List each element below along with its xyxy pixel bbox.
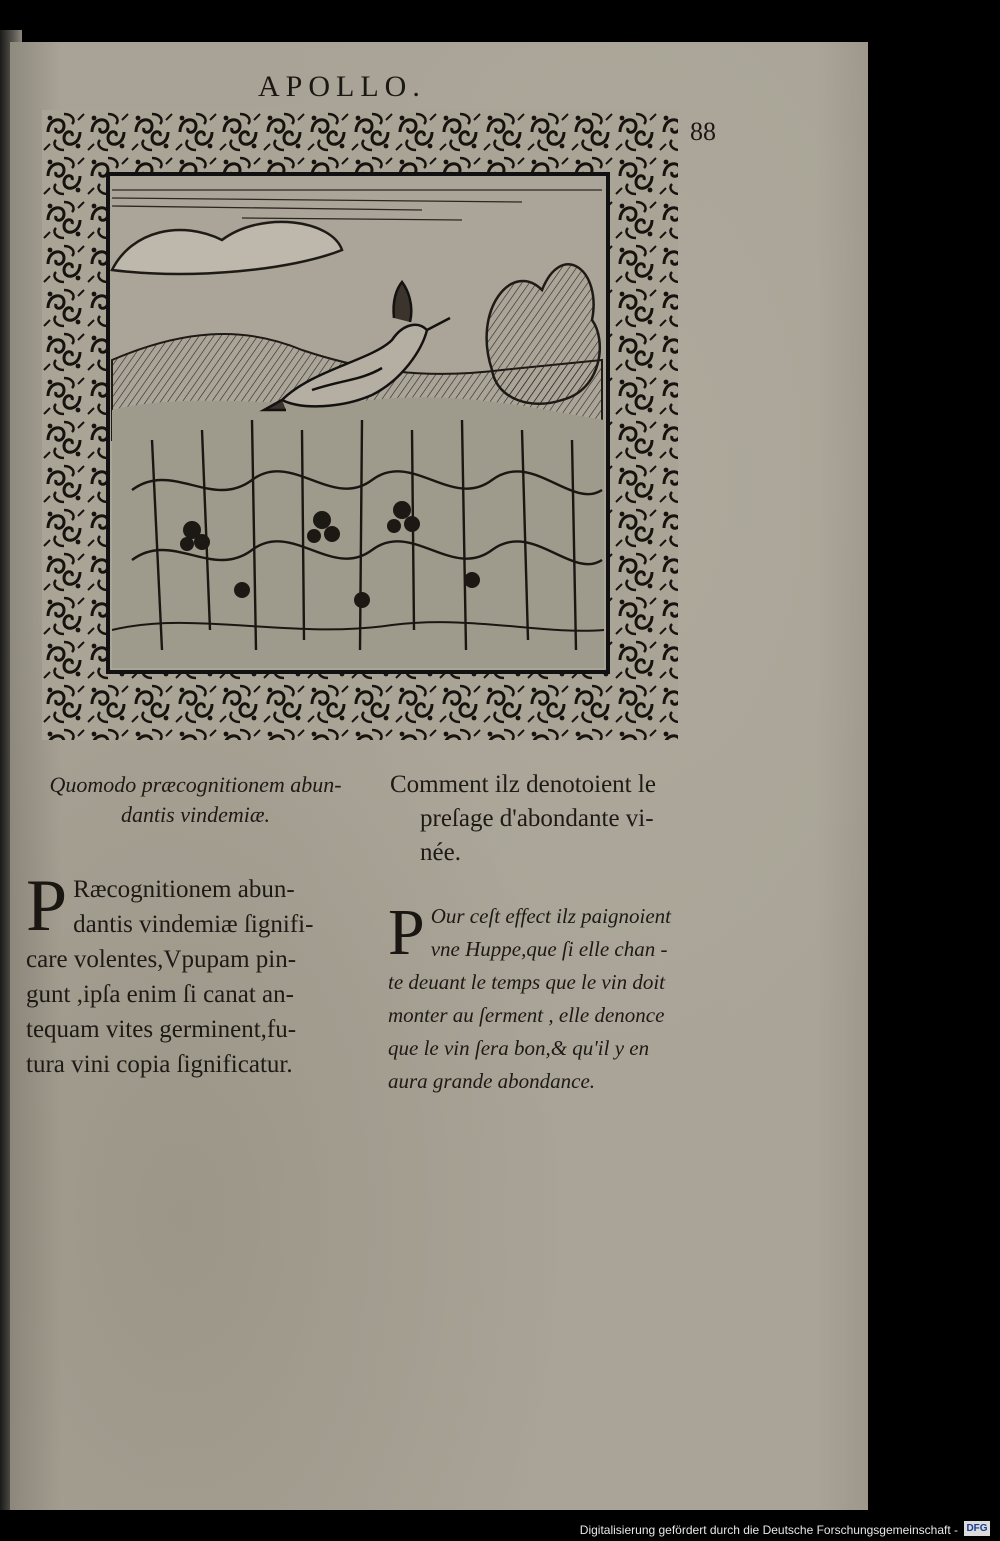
drop-cap-initial: P [26, 865, 68, 947]
latin-heading-line: Quomodo præcognitionem abun- [49, 772, 342, 797]
text-line: aura grande abondance. [388, 1069, 596, 1093]
text-line: monter au ſerment , elle denonce [388, 1003, 665, 1027]
woodcut-illustration [42, 110, 678, 740]
french-heading-line: née. [420, 839, 461, 866]
text-line: tura vini copia ſignificatur. [26, 1051, 293, 1078]
text-line: Ræcognitionem abun- [73, 876, 295, 903]
latin-body [26, 865, 371, 1082]
text-line: care volentes,Vpupam pin- [26, 946, 297, 973]
latin-heading-line: dantis vindemiæ. [120, 802, 271, 827]
text-line: vne Huppe,que ſi elle chan - [430, 937, 668, 961]
drop-cap-initial: P [388, 896, 425, 969]
latin-heading [18, 770, 373, 830]
french-heading-line: preſage d'abondante vi- [420, 805, 654, 832]
text-line: que le vin ſera bon,& qu'il y en [388, 1036, 650, 1060]
french-body [388, 896, 738, 1098]
text-line: gunt ,ipſa enim ſi canat an- [26, 981, 294, 1008]
dfg-logo: DFG [964, 1521, 990, 1536]
text-line: Our ceſt effect ilz paignoient [430, 904, 671, 928]
digitization-credit: Digitalisierung gefördert durch die Deutsche Forschungsgemeinschaft - [579, 1523, 958, 1537]
text-line: tequam vites germinent,fu- [26, 1016, 297, 1043]
french-heading-line: Comment ilz denotoient le [390, 771, 656, 798]
text-line: te deuant le temps que le vin doit [388, 970, 666, 994]
text-line: dantis vindemiæ ſignifi- [73, 911, 314, 938]
running-title: APOLLO. [258, 70, 426, 103]
french-heading [390, 768, 738, 870]
page-number: 88 [690, 117, 716, 146]
